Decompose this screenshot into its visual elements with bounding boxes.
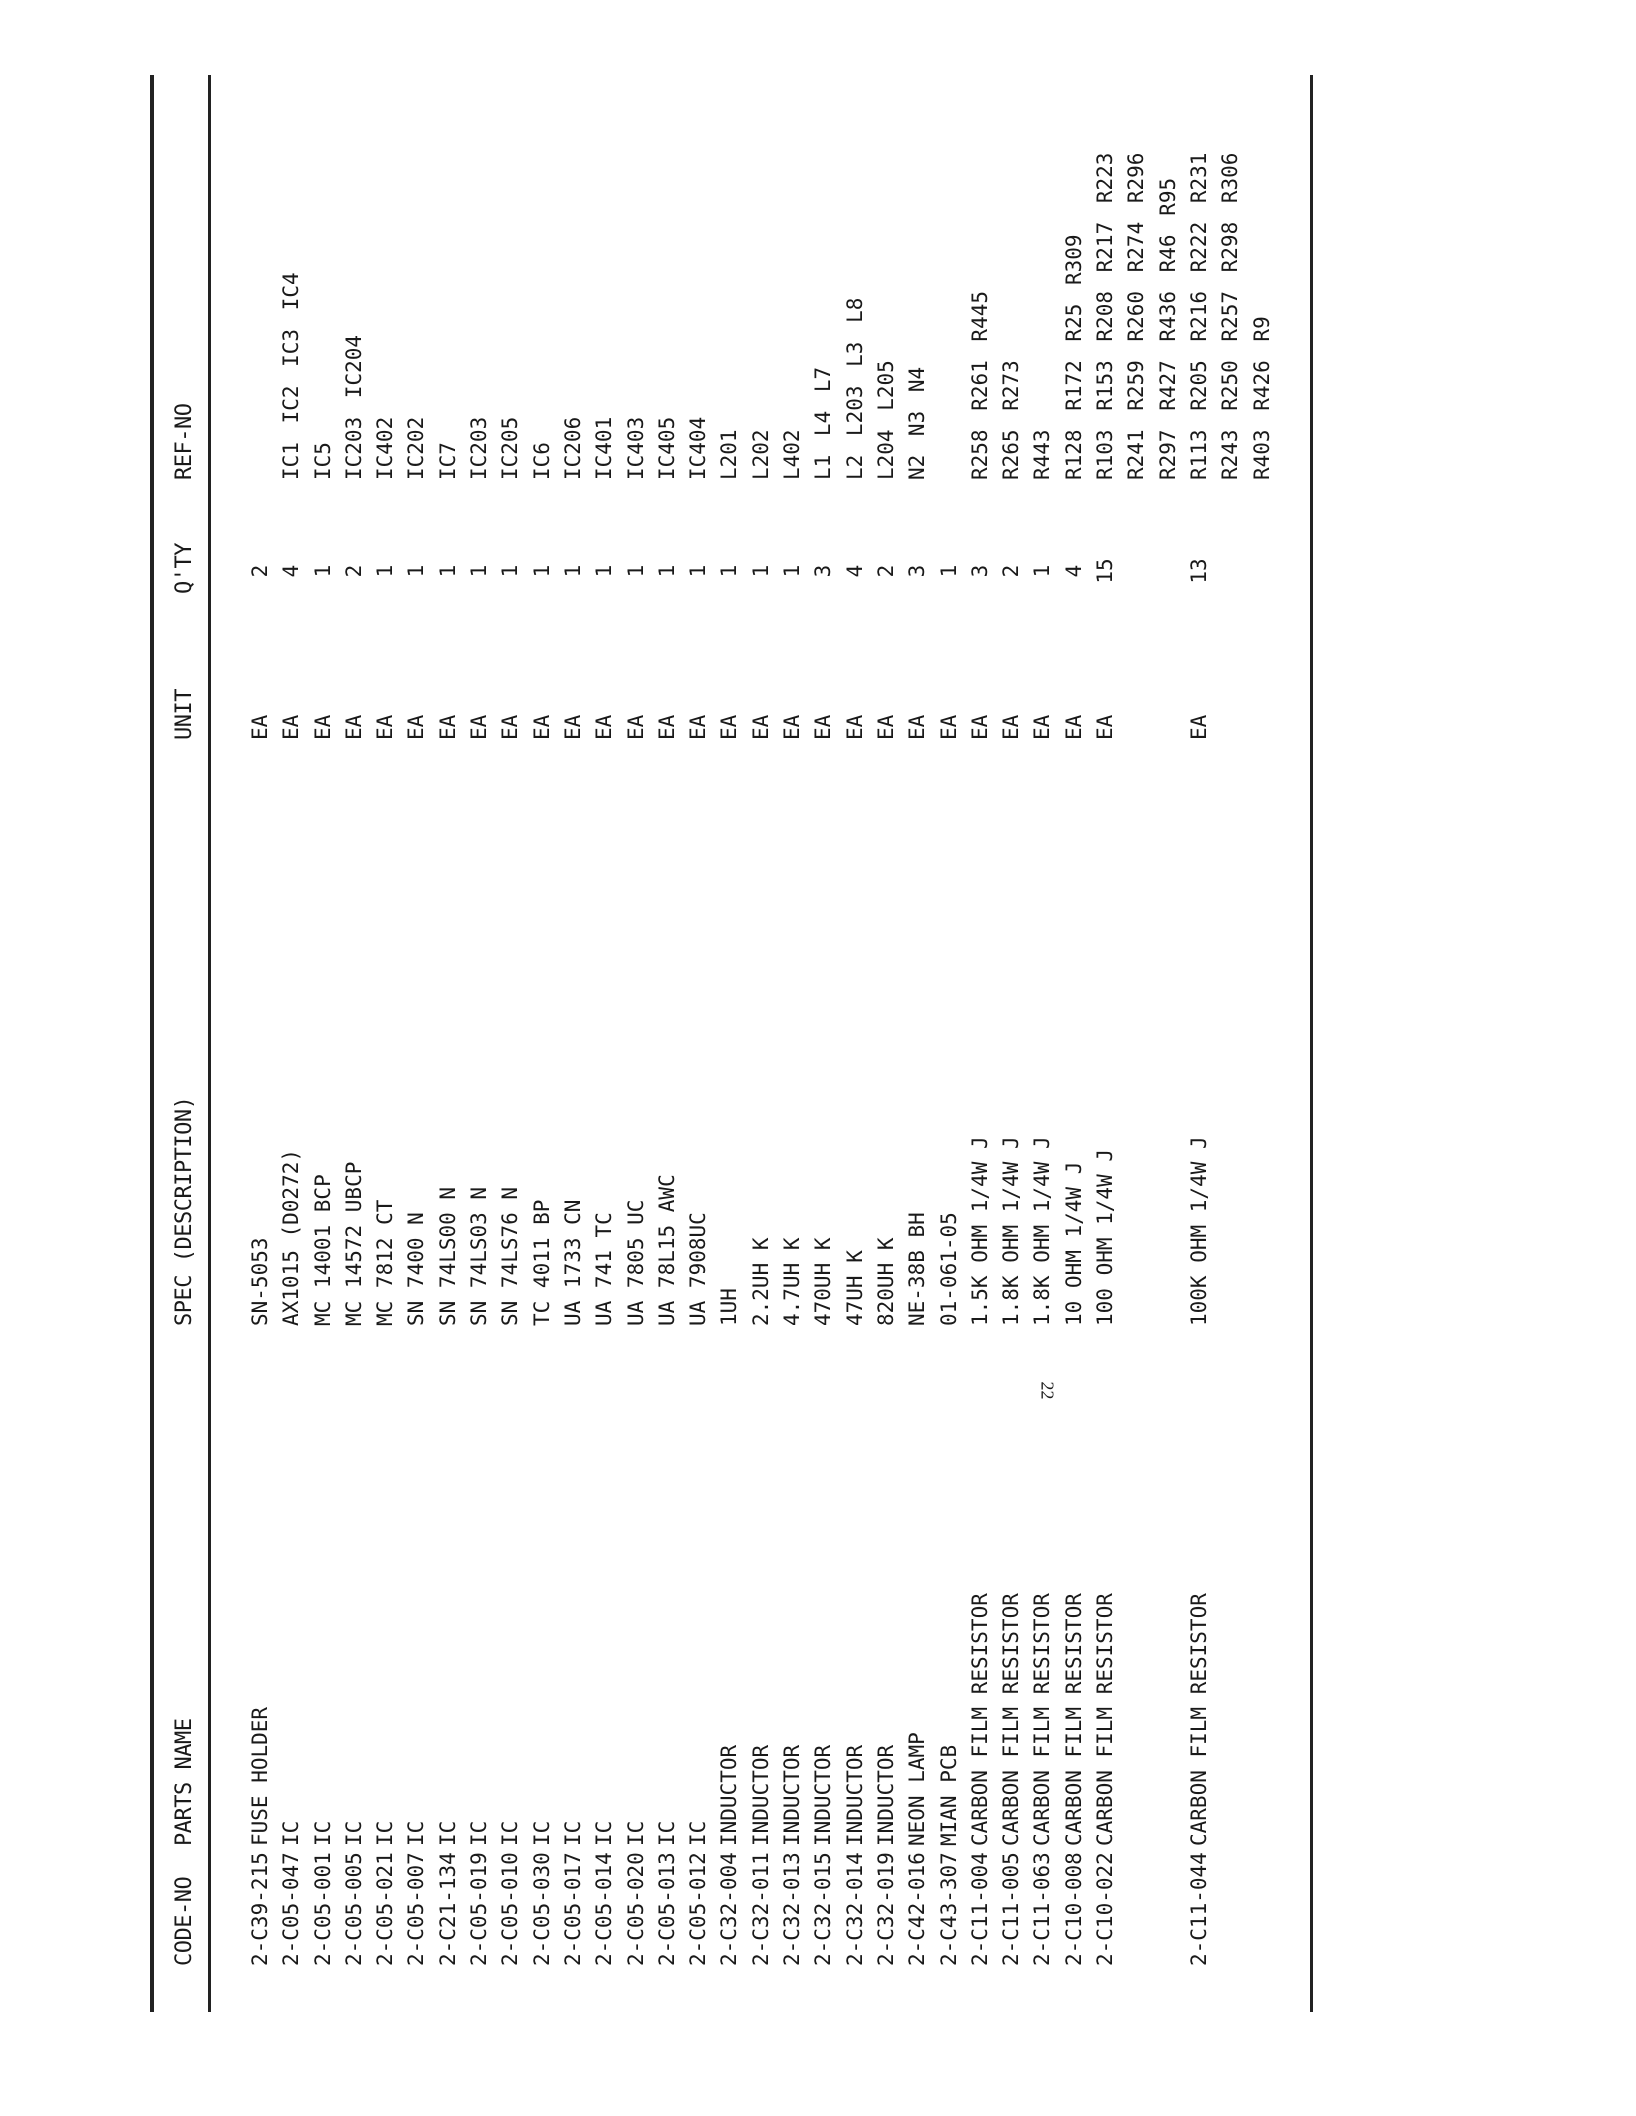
qty-cell: 1 — [623, 564, 648, 578]
ref-no-cell: L2 L203 L3 L8 — [842, 297, 867, 480]
ref-no-cell: IC404 — [686, 416, 711, 480]
unit-cell: EA — [936, 714, 961, 740]
unit-cell: EA — [1061, 714, 1086, 740]
parts-name-cell: IC — [435, 1820, 460, 1846]
code-no-cell: 2-C05-030 — [529, 1852, 554, 1966]
unit-cell: EA — [560, 714, 585, 740]
code-no-cell: 2-C05-001 — [310, 1852, 335, 1966]
code-no-cell: 2-C32-014 — [842, 1852, 867, 1966]
ref-no-cell: IC203 — [467, 416, 492, 480]
ref-no-cell: IC203 IC204 — [341, 334, 366, 480]
spec-cell: MC 14572 UBCP — [341, 1161, 366, 1326]
spec-cell: 01-061-05 — [936, 1212, 961, 1326]
table-row — [527, 0, 558, 2116]
unit-cell: EA — [999, 714, 1024, 740]
unit-cell: EA — [654, 714, 679, 740]
table-row — [370, 0, 401, 2116]
unit-cell: EA — [404, 714, 429, 740]
ref-no-cell: L204 L205 — [873, 360, 898, 480]
qty-cell: 1 — [529, 564, 554, 578]
qty-cell: 1 — [467, 564, 492, 578]
spec-cell: 1.8K OHM 1/4W J — [1030, 1136, 1055, 1326]
ref-no-cell: IC401 — [592, 416, 617, 480]
parts-name-cell: IC — [686, 1820, 711, 1846]
table-row — [840, 0, 871, 2116]
qty-cell: 3 — [967, 564, 992, 578]
spec-cell: 4.7UH K — [780, 1237, 805, 1326]
code-no-cell: 2-C05-005 — [341, 1852, 366, 1966]
unit-cell: EA — [498, 714, 523, 740]
spec-cell: AX1015 (D0272) — [279, 1148, 304, 1326]
qty-cell: 1 — [686, 564, 711, 578]
table-row — [871, 0, 902, 2116]
ref-no-cell: IC206 — [560, 416, 585, 480]
ref-no-cell: L402 — [780, 429, 805, 480]
parts-name-cell: MIAN PCB — [936, 1744, 961, 1846]
qty-cell: 3 — [811, 564, 836, 578]
parts-name-cell: INDUCTOR — [873, 1744, 898, 1846]
ref-no-cell: R113 R205 R216 R222 R231 — [1186, 152, 1211, 480]
qty-cell: 2 — [873, 564, 898, 578]
unit-cell: EA — [279, 714, 304, 740]
header-code-no: CODE-NO — [172, 1876, 197, 1966]
code-no-cell: 2-C11-044 — [1186, 1852, 1211, 1966]
code-no-cell: 2-C32-011 — [748, 1852, 773, 1966]
ref-no-cell: L1 L4 L7 — [811, 366, 836, 480]
table-row — [808, 0, 839, 2116]
parts-name-cell: IC — [279, 1820, 304, 1846]
parts-name-cell: INDUCTOR — [811, 1744, 836, 1846]
ref-no-cell: IC1 IC2 IC3 IC4 — [279, 272, 304, 480]
code-no-cell: 2-C10-008 — [1061, 1852, 1086, 1966]
spec-cell: TC 4011 BP — [529, 1199, 554, 1326]
unit-cell: EA — [373, 714, 398, 740]
spec-cell: UA 7805 UC — [623, 1199, 648, 1326]
spec-cell: SN 7400 N — [404, 1212, 429, 1326]
code-no-cell: 2-C05-047 — [279, 1852, 304, 1966]
ref-no-cell: R297 R427 R436 R46 R95 — [1155, 177, 1180, 480]
table-row — [558, 0, 589, 2116]
code-no-cell: 2-C05-010 — [498, 1852, 523, 1966]
code-no-cell: 2-C11-063 — [1030, 1852, 1055, 1966]
spec-cell: UA 7908UC — [686, 1212, 711, 1326]
code-no-cell: 2-C21-134 — [435, 1852, 460, 1966]
header-parts-name: PARTS NAME — [172, 1718, 197, 1846]
unit-cell: EA — [686, 714, 711, 740]
spec-cell: 820UH K — [873, 1237, 898, 1326]
table-row — [777, 0, 808, 2116]
parts-name-cell: IC — [654, 1820, 679, 1846]
spec-cell: UA 1733 CN — [560, 1199, 585, 1326]
table-row — [1153, 0, 1184, 2116]
parts-name-cell: IC — [373, 1820, 398, 1846]
code-no-cell: 2-C05-020 — [623, 1852, 648, 1966]
parts-name-cell: IC — [592, 1820, 617, 1846]
qty-cell: 1 — [748, 564, 773, 578]
unit-cell: EA — [467, 714, 492, 740]
spec-cell: 2.2UH K — [748, 1237, 773, 1326]
table-row — [1184, 0, 1215, 2116]
unit-cell: EA — [310, 714, 335, 740]
qty-cell: 1 — [310, 564, 335, 578]
qty-cell: 15 — [1093, 558, 1118, 584]
table-row — [902, 0, 933, 2116]
ref-no-cell: N2 N3 N4 — [905, 366, 930, 480]
parts-name-cell: IC — [310, 1820, 335, 1846]
table-top-rule — [150, 75, 154, 2012]
ref-no-cell: IC205 — [498, 416, 523, 480]
parts-name-cell: IC — [623, 1820, 648, 1846]
table-row — [1027, 0, 1058, 2116]
parts-name-cell: CARBON FILM RESISTOR — [967, 1593, 992, 1846]
code-no-cell: 2-C32-015 — [811, 1852, 836, 1966]
spec-cell: 100K OHM 1/4W J — [1186, 1136, 1211, 1326]
unit-cell: EA — [717, 714, 742, 740]
table-row — [495, 0, 526, 2116]
qty-cell: 13 — [1186, 558, 1211, 584]
header-unit: UNIT — [172, 689, 197, 740]
table-row — [996, 0, 1027, 2116]
qty-cell: 1 — [780, 564, 805, 578]
parts-name-cell: INDUCTOR — [842, 1744, 867, 1846]
parts-name-cell: FUSE HOLDER — [248, 1706, 272, 1846]
parts-name-cell: IC — [404, 1820, 429, 1846]
ref-no-cell: R243 R250 R257 R298 R306 — [1218, 152, 1243, 480]
qty-cell: 1 — [435, 564, 460, 578]
ref-no-cell: L202 — [748, 429, 773, 480]
code-no-cell: 2-C05-013 — [654, 1852, 679, 1966]
header-qty: Q'TY — [172, 543, 197, 594]
ref-no-cell: R443 — [1030, 429, 1055, 480]
ref-no-cell: R403 R426 R9 — [1249, 316, 1274, 480]
table-row — [714, 0, 745, 2116]
code-no-cell: 2-C11-005 — [999, 1852, 1024, 1966]
qty-cell: 4 — [1061, 564, 1086, 578]
parts-name-cell: CARBON FILM RESISTOR — [1030, 1593, 1055, 1846]
page-number: 22 — [1037, 1381, 1058, 1400]
table-row — [308, 0, 339, 2116]
qty-cell: 4 — [842, 564, 867, 578]
qty-cell: 4 — [279, 564, 304, 578]
code-no-cell: 2-C05-019 — [467, 1852, 492, 1966]
table-row — [683, 0, 714, 2116]
code-no-cell: 2-C11-004 — [967, 1852, 992, 1966]
unit-cell: EA — [1093, 714, 1118, 740]
spec-cell: 100 OHM 1/4W J — [1093, 1148, 1118, 1326]
unit-cell: EA — [623, 714, 648, 740]
ref-no-cell: R241 R259 R260 R274 R296 — [1124, 152, 1149, 480]
code-no-cell: 2-C05-021 — [373, 1852, 398, 1966]
table-row — [245, 0, 276, 2116]
spec-cell: 470UH K — [811, 1237, 836, 1326]
unit-cell: EA — [905, 714, 930, 740]
table-bottom-rule — [1310, 75, 1313, 2012]
parts-name-cell: CARBON FILM RESISTOR — [1061, 1593, 1086, 1846]
unit-cell: EA — [592, 714, 617, 740]
table-row — [1121, 0, 1152, 2116]
spec-cell: MC 14001 BCP — [310, 1174, 335, 1326]
header-divider — [208, 75, 211, 2012]
parts-name-cell: IC — [529, 1820, 554, 1846]
qty-cell: 2 — [999, 564, 1024, 578]
unit-cell: EA — [341, 714, 366, 740]
parts-name-cell: NEON LAMP — [905, 1732, 930, 1846]
table-row — [621, 0, 652, 2116]
parts-name-cell: CARBON FILM RESISTOR — [1093, 1593, 1118, 1846]
ref-no-cell: IC5 — [310, 442, 335, 480]
unit-cell: EA — [1186, 714, 1211, 740]
ref-no-cell: IC6 — [529, 442, 554, 480]
code-no-cell: 2-C05-017 — [560, 1852, 585, 1966]
unit-cell: EA — [873, 714, 898, 740]
parts-table-body — [245, 0, 1278, 2116]
table-row — [1215, 0, 1246, 2116]
code-no-cell: 2-C39-215 — [248, 1852, 272, 1966]
parts-name-cell: CARBON FILM RESISTOR — [999, 1593, 1024, 1846]
code-no-cell: 2-C32-004 — [717, 1852, 742, 1966]
qty-cell: 2 — [248, 564, 272, 578]
qty-cell: 1 — [373, 564, 398, 578]
code-no-cell: 2-C05-014 — [592, 1852, 617, 1966]
unit-cell: EA — [248, 714, 272, 740]
spec-cell: UA 78L15 AWC — [654, 1174, 679, 1326]
parts-name-cell: INDUCTOR — [717, 1744, 742, 1846]
qty-cell: 1 — [717, 564, 742, 578]
spec-cell: SN 74LS76 N — [498, 1186, 523, 1326]
code-no-cell: 2-C42-016 — [905, 1852, 930, 1966]
code-no-cell: 2-C32-019 — [873, 1852, 898, 1966]
unit-cell: EA — [842, 714, 867, 740]
ref-no-cell: R265 R273 — [999, 360, 1024, 480]
table-row — [339, 0, 370, 2116]
spec-cell: 47UH K — [842, 1250, 867, 1326]
qty-cell: 2 — [341, 564, 366, 578]
parts-name-cell: INDUCTOR — [780, 1744, 805, 1846]
qty-cell: 1 — [1030, 564, 1055, 578]
qty-cell: 1 — [560, 564, 585, 578]
table-row — [1090, 0, 1121, 2116]
parts-name-cell: CARBON FILM RESISTOR — [1186, 1593, 1211, 1846]
table-row — [965, 0, 996, 2116]
ref-no-cell: IC202 — [404, 416, 429, 480]
code-no-cell: 2-C32-013 — [780, 1852, 805, 1966]
ref-no-cell: IC7 — [435, 442, 460, 480]
spec-cell: SN 74LS03 N — [467, 1186, 492, 1326]
table-row — [1247, 0, 1278, 2116]
spec-cell: 1UH — [717, 1288, 742, 1326]
unit-cell: EA — [1030, 714, 1055, 740]
qty-cell: 1 — [654, 564, 679, 578]
qty-cell: 1 — [592, 564, 617, 578]
table-row — [934, 0, 965, 2116]
spec-cell: UA 741 TC — [592, 1212, 617, 1326]
table-row — [589, 0, 620, 2116]
ref-no-cell: L201 — [717, 429, 742, 480]
ref-no-cell: IC402 — [373, 416, 398, 480]
spec-cell: 10 OHM 1/4W J — [1061, 1161, 1086, 1326]
code-no-cell: 2-C43-307 — [936, 1852, 961, 1966]
code-no-cell: 2-C05-007 — [404, 1852, 429, 1966]
parts-name-cell: IC — [467, 1820, 492, 1846]
unit-cell: EA — [748, 714, 773, 740]
ref-no-cell: IC403 — [623, 416, 648, 480]
unit-cell: EA — [811, 714, 836, 740]
ref-no-cell: R128 R172 R25 R309 — [1061, 234, 1086, 480]
table-row — [401, 0, 432, 2116]
qty-cell: 1 — [404, 564, 429, 578]
code-no-cell: 2-C10-022 — [1093, 1852, 1118, 1966]
unit-cell: EA — [780, 714, 805, 740]
parts-name-cell: IC — [498, 1820, 523, 1846]
table-row — [746, 0, 777, 2116]
table-row — [433, 0, 464, 2116]
table-row — [652, 0, 683, 2116]
table-row — [1059, 0, 1090, 2116]
code-no-cell: 2-C05-012 — [686, 1852, 711, 1966]
header-spec: SPEC (DESCRIPTION) — [172, 1096, 197, 1326]
spec-cell: SN 74LS00 N — [435, 1186, 460, 1326]
qty-cell: 1 — [936, 564, 961, 578]
spec-cell: NE-38B BH — [905, 1212, 930, 1326]
spec-cell: 1.8K OHM 1/4W J — [999, 1136, 1024, 1326]
spec-cell: 1.5K OHM 1/4W J — [967, 1136, 992, 1326]
spec-cell: SN-5053 — [248, 1237, 272, 1326]
unit-cell: EA — [435, 714, 460, 740]
ref-no-cell: IC405 — [654, 416, 679, 480]
qty-cell: 3 — [905, 564, 930, 578]
ref-no-cell: R103 R153 R208 R217 R223 — [1093, 152, 1118, 480]
parts-name-cell: IC — [560, 1820, 585, 1846]
table-row — [464, 0, 495, 2116]
ref-no-cell: R258 R261 R445 — [967, 290, 992, 480]
table-row — [276, 0, 307, 2116]
header-ref-no: REF-NO — [172, 403, 197, 480]
parts-name-cell: IC — [341, 1820, 366, 1846]
qty-cell: 1 — [498, 564, 523, 578]
unit-cell: EA — [529, 714, 554, 740]
parts-name-cell: INDUCTOR — [748, 1744, 773, 1846]
unit-cell: EA — [967, 714, 992, 740]
spec-cell: MC 7812 CT — [373, 1199, 398, 1326]
